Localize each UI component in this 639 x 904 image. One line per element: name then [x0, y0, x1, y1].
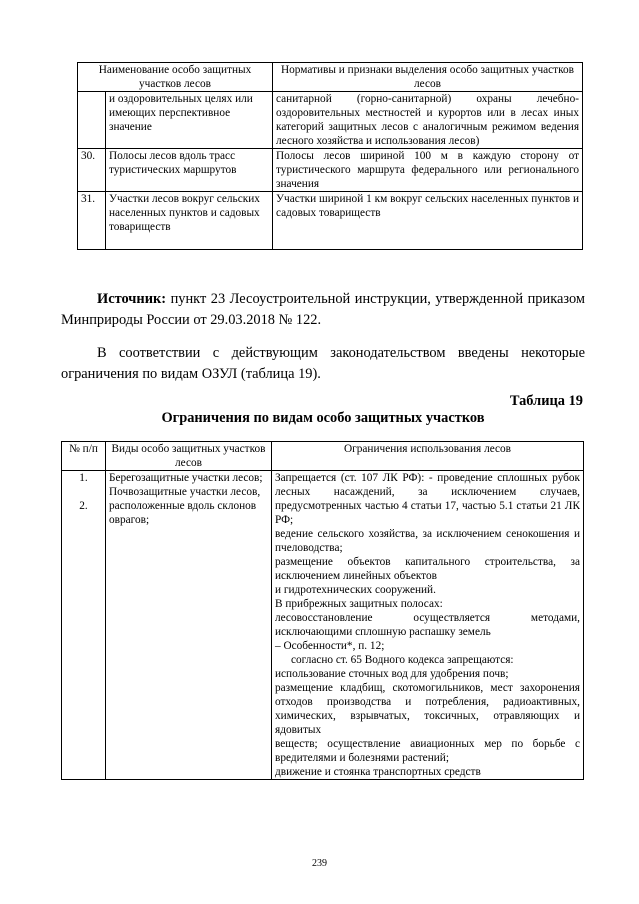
- row-number: 31.: [78, 192, 106, 250]
- restriction-line: использование сточных вод для удобрения почв;: [275, 668, 509, 680]
- header-cell: № п/п: [62, 442, 106, 471]
- source-text: пункт 23 Лесоустроительной инструкции, утвержденной приказом Минприроды России от 29.03.2018 № 122.: [61, 291, 585, 328]
- row-name: Полосы лесов вдоль трасс туристических маршрутов: [106, 149, 273, 192]
- table-row: [78, 192, 583, 250]
- row-norm: санитарной (горно-санитарной) охраны лечебно-оздоровительных местностей и курортов или в лесах иных категорий защитных лесов с аналогичным режимом ведения лесного хозяйства и использования лесов): [273, 92, 583, 149]
- row-number: 1.: [79, 472, 88, 484]
- restriction-line: лесовосстановление осуществляется методами, исключающими сплошную распашку земель: [275, 612, 580, 638]
- row-numbers: [62, 471, 106, 780]
- row-kinds: [106, 471, 272, 780]
- row-norm: Участки шириной 1 км вокруг сельских населенных пунктов и садовых товариществ: [273, 192, 583, 250]
- restriction-line: размещение кладбищ, скотомогильников, мест захоронения отходов производства и потребления, радиоактивных, химических, взрывчатых, токсичных, отравляющих и ядовитых: [275, 682, 580, 736]
- kind-item: Берегозащитные участки лесов;: [109, 472, 263, 484]
- header-cell: Ограничения использования лесов: [272, 442, 584, 471]
- row-name: Участки лесов вокруг сельских населенных пунктов и садовых товариществ: [106, 192, 273, 250]
- row-name: и оздоровительных целях или имеющих перспективное значение: [106, 92, 273, 149]
- page-number: 239: [312, 858, 327, 869]
- restriction-line: размещение объектов капитального строительства, за исключением линейных объектов: [275, 556, 580, 582]
- row-norm: Полосы лесов шириной 100 м в каждую сторону от туристического маршрута федерального или регионального значения: [273, 149, 583, 192]
- restriction-line: Запрещается (ст. 107 ЛК РФ): - проведение сплошных рубок лесных насаждений, за исключением случаев, предусмотренных частью 4 статьи 17, частью 5.1 статьи 21 ЛК РФ;: [275, 472, 580, 526]
- restriction-line: – Особенности*, п. 12;: [275, 640, 385, 652]
- row-number: 2.: [79, 500, 88, 512]
- norms-table: [77, 62, 583, 250]
- restriction-line: ведение сельского хозяйства, за исключением сенокошения и пчеловодства;: [275, 528, 580, 554]
- table-row: [62, 471, 584, 780]
- intro-paragraph: В соответствии с действующим законодательством введены некоторые ограничения по видам ОЗУЛ (таблица 19).: [61, 345, 585, 382]
- restriction-line: и гидротехнических сооружений.: [275, 584, 436, 596]
- restriction-line: движение и стоянка транспортных средств: [275, 766, 481, 778]
- restrictions-table: [61, 441, 584, 780]
- row-number: 30.: [78, 149, 106, 192]
- header-cell: Наименование особо защитных участков лесов: [78, 63, 273, 92]
- row-restrictions: [272, 471, 584, 780]
- header-cell: Нормативы и признаки выделения особо защитных участков лесов: [273, 63, 583, 92]
- source-note: [61, 289, 585, 331]
- restriction-line: веществ; осуществление авиационных мер по борьбе с вредителями и болезнями растений;: [275, 738, 580, 764]
- table-row: [78, 92, 583, 149]
- source-label: Источник:: [97, 291, 167, 307]
- table-header-row: [62, 442, 584, 471]
- table-header-row: [78, 63, 583, 92]
- restriction-line: В прибрежных защитных полосах:: [275, 598, 443, 610]
- restriction-line: согласно ст. 65 Водного кодекса запрещаются:: [291, 654, 514, 666]
- row-number: [78, 92, 106, 149]
- table-number: Таблица 19: [509, 393, 583, 409]
- table-title: Ограничения по видам особо защитных участков: [161, 410, 485, 426]
- header-cell: Виды особо защитных участков лесов: [106, 442, 272, 471]
- kind-item: Почвозащитные участки лесов, расположенные вдоль склонов оврагов;: [109, 486, 261, 526]
- table-row: [78, 149, 583, 192]
